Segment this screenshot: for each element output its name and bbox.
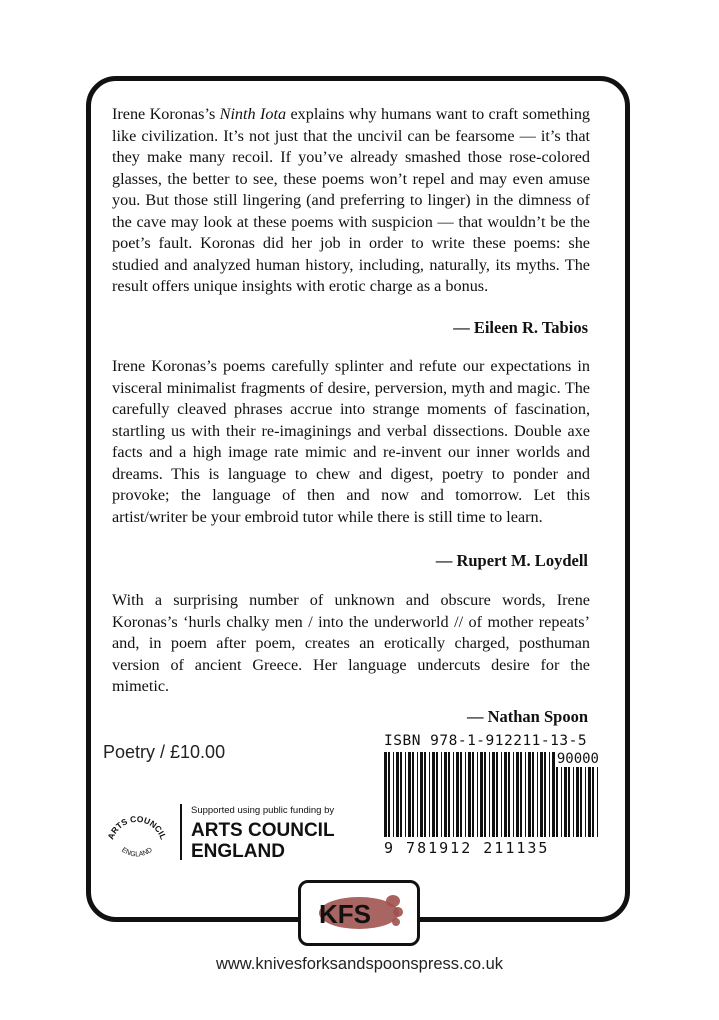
attribution-tabios: — Eileen R. Tabios (453, 318, 588, 337)
blurb-tabios (112, 104, 590, 298)
publisher-website: www.knivesforksandspoonspress.co.uk (215, 955, 504, 973)
svg-text:ENGLAND (120, 847, 154, 859)
genre-price: Poetry / £10.00 (103, 742, 226, 762)
arts-council-name-line1: ARTS COUNCIL (191, 820, 335, 841)
barcode-addon: 90000 (556, 751, 599, 767)
blurb-text: explains why humans want to craft something like civilization. It’s not just that the uncivil can be fearsome — it’s that they make many recoil. If you’ve already smashed those rose-colored glasses, the better to see, these poems won’t repel and may even amuse you. But those still lingering (and preferring to linger) in the dimness of the cave may look at these poems with suspicion — that wouldn’t be the poet’s fault. Koronas did her job in order to write these poems: she studied and analyzed human history, including, naturally, its myths. The result offers unique insights with erotic charge as a bonus. (112, 105, 591, 295)
funding-statement: Supported using public funding by (191, 805, 335, 816)
attribution-loydell: — Rupert M. Loydell (435, 551, 588, 570)
blurb-text: Irene Koronas’s (112, 105, 220, 123)
arts-council-divider (180, 804, 182, 860)
isbn-label: ISBN 978-1-912211-13-5 (384, 733, 588, 749)
kfs-footprint-logo (301, 883, 411, 937)
arts-council-name-line2: ENGLAND (191, 841, 285, 862)
blurb-loydell: Irene Koronas’s poems carefully splinter and refute our expectations in visceral minimalist fragments of desire, perversion, myth and magic. The carefully cleaved phrases accrue into strange moments of fascination, startling us with their re-imaginings and verbal dissections. Double axe facts and a high image rate mimic and re-invent our inner worlds and dreams. This is language to chew and digest, poetry to ponder and provoke; the language of then and now and tomorrow. Let this artist/writer be your embroid tutor while there is still time to learn. (112, 357, 590, 526)
svg-text:ARTS COUNCIL (105, 814, 168, 841)
arts-council-seal-logo (103, 800, 171, 868)
blurb-spoon: With a surprising number of unknown and obscure words, Irene Koronas’s ‘hurls chalky men / into the underworld // of mother repeats’ and, in poem after poem, creates an erotically charged, posthuman version of ancient Greece. Her language undercuts desire for the mimetic. (112, 591, 590, 695)
publisher-logo-text: KFS (319, 899, 371, 929)
book-title: Ninth Iota (219, 105, 287, 123)
barcode-digits: 9 781912 211135 (384, 839, 550, 857)
seal-text-top: ARTS COUNCIL (105, 813, 169, 841)
arts-council-name (191, 820, 335, 862)
attribution-spoon: — Nathan Spoon (466, 707, 588, 726)
seal-text-bottom: ENGLAND (120, 846, 154, 859)
publisher-logo (298, 880, 420, 946)
